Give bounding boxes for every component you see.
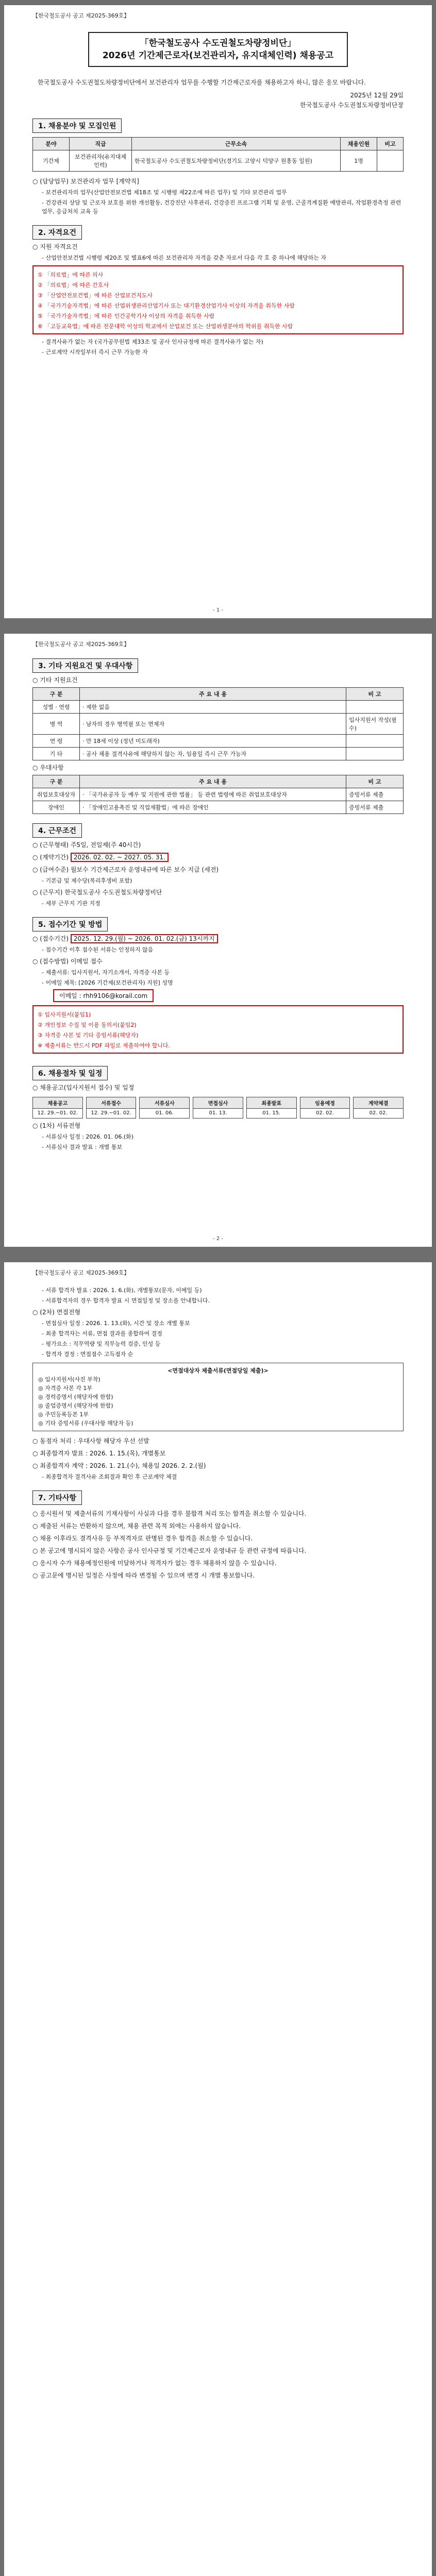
apply-period-label: ○ (접수기간) (32, 935, 69, 942)
doc-header: 【한국철도공사 공고 제2025-369호】 (32, 1269, 130, 1276)
interview-doc-item: ◎ 경력증명서 (해당자에 한함) (38, 1394, 113, 1400)
apply-note: - 접수기간 이후 접수된 서류는 인정하지 않음 (42, 946, 154, 953)
td-cat: 취업보호대상자 (33, 788, 80, 801)
td-cat: 성별 · 연령 (33, 701, 80, 714)
section-7-title: 7. 기타사항 (32, 1490, 82, 1505)
p3-item: ○ 동점자 처리 : 우대사항 해당자 우선 선발 (32, 1437, 149, 1445)
p3-item: ○ 최종합격자 계약 : 2026. 1. 21.(수), 채용일 2026. 2. 2.(월) (32, 1462, 206, 1469)
notice-date: 2025년 12월 29일 (350, 92, 404, 99)
section-5-title: 5. 접수기간 및 방법 (32, 917, 108, 931)
interview-doc-item: ◎ 주민등록등본 1부 (38, 1411, 89, 1418)
td-note (346, 701, 404, 714)
qual-c: - 근로계약 시작일부터 즉시 근무 가능한 자 (42, 349, 148, 355)
other-req-table (32, 687, 404, 760)
doc-header: 【한국철도공사 공고 제2025-369호】 (32, 641, 130, 648)
step-name: 서류접수 (87, 1097, 136, 1109)
th-content: 주 요 내 용 (80, 688, 346, 701)
td-cat: 장애인 (33, 801, 80, 814)
qual-list-box (32, 265, 404, 334)
step-date: 01. 06. (155, 1110, 174, 1116)
submit-docs-box (32, 1005, 404, 1054)
qual-item: ⑥ 「고등교육법」에 따른 전문대학 이상의 학교에서 산업보건 또는 산업위생분야의 학위를 취득한 사람 (38, 323, 293, 330)
step-date: 01. 13. (209, 1110, 227, 1116)
page-3 (4, 1262, 432, 2576)
notice-org: 한국철도공사 수도권철도차량정비단장 (300, 101, 404, 109)
p3-item: - 최종합격자 결격사유 조회결과 확인 후 근로계약 체결 (42, 1473, 177, 1480)
qual-item: ③ 「산업안전보건법」에 따른 산업보건지도사 (38, 292, 153, 299)
qual-title: ○ 지원 자격요건 (32, 243, 78, 250)
interview-doc-item: ◎ 자격증 사본 각 1부 (38, 1385, 92, 1392)
th-field: 분야 (33, 138, 70, 150)
th-cat: 구 분 (33, 688, 80, 701)
th-count: 채용인원 (341, 138, 377, 150)
th-note: 비 고 (346, 775, 404, 788)
td-note (377, 150, 404, 172)
p3-item: - 최종 합격자는 서류, 면접 결과를 종합하여 결정 (42, 1330, 162, 1337)
recruit-table (32, 137, 404, 172)
step-date: 02. 02. (369, 1110, 388, 1116)
section-3-title: 3. 기타 지원요건 및 우대사항 (32, 658, 138, 673)
td-note: 입사지원서 작성(필수) (346, 714, 404, 735)
submit-doc-item: ③ 자격증 사본 및 기타 증빙서류(해당자) (38, 1032, 139, 1039)
pref-title: ○ 우대사항 (32, 764, 64, 771)
qual-item: ① 「의료법」에 따른 의사 (38, 272, 104, 278)
procedure-title: ○ 채용공고(입사지원서 접수) 및 일정 (32, 1084, 135, 1091)
contract-period-label: ○ (계약기간) (32, 854, 69, 861)
procedure-step (86, 1097, 137, 1118)
notice-title (88, 32, 348, 67)
td-cat: 병 역 (33, 714, 80, 735)
qual-item: ④ 「국가기술자격법」에 따른 산업위생관리산업기사 또는 대기환경산업기사 이상의 자격을 취득한 사람 (38, 302, 295, 309)
apply-method: ○ (접수방법) 이메일 접수 (32, 958, 103, 965)
td-content: · 제한 없음 (80, 701, 346, 714)
duty-b: - 건강관리 상담 및 근로자 보호를 위한 개선활동, 건강진단 사후관리, 건강증진 프로그램 기획 및 운영, 근골격계질환 예방관리, 작업환경측정 관련 업무, 응급처치 교육 등 (42, 199, 401, 215)
qual-b: - 결격사유가 없는 자 (국가공무원법 제33조 및 공사 인사규정에 따른 결격사유가 없는 자) (42, 338, 263, 345)
etc-item: ○ 응시자 수가 채용예정인원에 미달하거나 적격자가 없는 경우 채용하지 않을 수 있습니다. (32, 1560, 277, 1567)
doc-header: 【한국철도공사 공고 제2025-369호】 (32, 12, 130, 19)
td-grade: 보건관리자(유지대체인력) (70, 150, 132, 172)
step-name: 서류심사 (140, 1097, 189, 1109)
submit-doc-item: ② 개인정보 수집 및 이용 동의서(붙임2) (38, 1022, 137, 1028)
duty-a: - 보건관리자의 업무(산업안전보건법 제18조 및 시행령 제22조에 따른 업무) 및 기타 보건관리 업무 (42, 189, 287, 196)
procedure-step (353, 1097, 404, 1118)
contract-period (32, 853, 404, 862)
page-number: - 1 - (213, 607, 223, 613)
etc-item: ○ 본 공고에 명시되지 않은 사항은 공사 인사규정 및 기간제근로자 운영내규 등 관련 규정에 따릅니다. (32, 1547, 307, 1554)
pref-table (32, 775, 404, 814)
td-note: 증빙서류 제출 (346, 788, 404, 801)
work-type: ○ (근무형태) 주5일, 전일제(주 40시간) (32, 841, 141, 849)
procedure-step (193, 1097, 243, 1118)
td-note: 증빙서류 제출 (346, 801, 404, 814)
td-field: 기간제 (33, 150, 70, 172)
p3-item: ○ 최종합격자 발표 : 2026. 1. 15.(목), 개별통보 (32, 1450, 166, 1457)
procedure-steps (32, 1097, 404, 1118)
other-req-title: ○ 기타 지원요건 (32, 676, 78, 684)
interview-doc-item: ◎ 기타 증빙서류 (우대사항 해당자 등) (38, 1420, 133, 1427)
page-1 (4, 5, 432, 618)
submit-doc-note: ※ 제출서류는 반드시 PDF 파일로 제출하여야 합니다. (38, 1042, 171, 1049)
interview-doc-item: ◎ 졸업증명서 (해당자에 한함) (38, 1402, 113, 1409)
notice-title-line1: 「한국철도공사 수도권철도차량정비단」 (140, 38, 296, 48)
interview-docs-box (32, 1363, 404, 1431)
doc-screening: ○ (1차) 서류전형 (32, 1122, 81, 1129)
th-content: 주 요 내 용 (80, 775, 346, 788)
p3-item: - 면접심사 일정 : 2026. 1. 13.(화), 시간 및 장소 개별 통보 (42, 1320, 190, 1327)
apply-docs: - 제출서류: 입사지원서, 자기소개서, 자격증 사본 등 (42, 969, 170, 976)
section-6-title: 6. 채용절차 및 일정 (32, 1066, 108, 1080)
email-box (53, 989, 154, 1002)
section-2-title: 2. 자격요건 (32, 225, 82, 240)
procedure-step (246, 1097, 297, 1118)
step-date: 12. 29.~01. 02. (37, 1110, 78, 1116)
td-content: · 남자의 경우 병역필 또는 면제자 (80, 714, 346, 735)
td-content: · 공사 채용 결격사유에 해당하지 않는 자, 임용일 즉시 근무 가능자 (80, 748, 346, 760)
section-1-title: 1. 채용분야 및 모집인원 (32, 118, 122, 133)
step-date: 02. 02. (315, 1110, 334, 1116)
step-date: 12. 29.~01. 02. (91, 1110, 131, 1116)
th-dept: 근무소속 (132, 138, 341, 150)
contract-period-value: 2026. 02. 02. ~ 2027. 05. 31. (71, 853, 169, 862)
intro-text: 한국철도공사 수도권철도차량정비단에서 보건관리자 업무를 수행할 기간제근로자를 채용하고자 하니, 많은 응모 바랍니다. (38, 79, 366, 86)
section-4-title: 4. 근무조건 (32, 823, 82, 838)
procedure-step (139, 1097, 190, 1118)
th-cat: 구 분 (33, 775, 80, 788)
workplace: ○ (근무지) 한국철도공사 수도권철도차량정비단 (32, 889, 162, 896)
apply-subject: - 이메일 제목: [2026 기간제(보건관리자) 지원] 성명 (42, 979, 173, 986)
salary: ○ (급여수준) 월보수 기간제근로자 운영내규에 따른 보수 지급 (세전) (32, 866, 219, 873)
etc-item: ○ 제출된 서류는 반환하지 않으며, 채용 관련 목적 외에는 사용하지 않습니다. (32, 1522, 241, 1530)
step-name: 계약체결 (354, 1097, 403, 1109)
apply-period (32, 934, 404, 944)
p3-item: - 합격자 결정 : 면접점수 고득점자 순 (42, 1351, 133, 1358)
interview-doc-item: ◎ 입사지원서(사진 부착) (38, 1376, 100, 1383)
duty-title: ○ (담당업무) 보건관리자 업무 [계약직] (32, 178, 139, 185)
th-grade: 직급 (70, 138, 132, 150)
td-content: · 만 18세 이상 (정년 미도래자) (80, 735, 346, 748)
page-2 (4, 634, 432, 1247)
td-cat: 연 령 (33, 735, 80, 748)
step-name: 채용공고 (33, 1097, 82, 1109)
salary-detail: - 기본급 및 제수당(복리후생비 포함) (42, 877, 132, 884)
etc-item: ○ 응시원서 및 제출서류의 기재사항이 사실과 다를 경우 불합격 처리 또는 합격을 취소할 수 있습니다. (32, 1510, 307, 1517)
p3-item: ○ (2차) 면접전형 (32, 1309, 81, 1316)
td-cat: 기 타 (33, 748, 80, 760)
doc-screening-result: - 서류심사 결과 발표 : 개별 통보 (42, 1144, 123, 1150)
etc-item: ○ 공고문에 명시된 일정은 사정에 따라 변경될 수 있으며 변경 시 개별 통보합니다. (32, 1572, 255, 1579)
th-note: 비고 (377, 138, 404, 150)
submit-doc-item: ① 입사지원서(붙임1) (38, 1011, 91, 1018)
workplace-detail: - 세부 근무지 기관 지정 (42, 900, 100, 907)
qual-item: ② 「의료법」에 따른 간호사 (38, 282, 109, 289)
step-date: 01. 15. (262, 1110, 281, 1116)
qual-a: - 산업안전보건법 시행령 제20조 및 별표6에 따른 보건관리자 자격을 갖춘 자로서 다음 각 호 중 하나에 해당하는 자 (42, 255, 326, 261)
td-dept: 한국철도공사 수도권철도차량정비단(경기도 고양시 덕양구 원흥동 일원) (132, 150, 341, 172)
td-note (346, 735, 404, 748)
step-name: 최종발표 (247, 1097, 296, 1109)
email-link[interactable]: rhh9106@korail.com (83, 992, 148, 999)
apply-period-value: 2025. 12. 29.(월) ~ 2026. 01. 02.(금) 13시까지 (71, 934, 218, 943)
email-label: 이메일 : (59, 992, 81, 999)
page-number: - 2 - (213, 1236, 223, 1242)
td-content: · 「장애인고용촉진 및 직업재활법」에 따른 장애인 (80, 801, 346, 814)
notice-title-line2: 2026년 기간제근로자(보건관리자, 유지대체인력) 채용공고 (102, 50, 334, 61)
step-name: 임용예정 (300, 1097, 350, 1109)
qual-item: ⑤ 「국가기술자격법」에 따른 인간공학기사 이상의 자격을 취득한 사람 (38, 313, 215, 319)
td-content: · 「국가유공자 등 예우 및 지원에 관한 법률」 등 관련 법령에 따른 취업보호대상자 (80, 788, 346, 801)
p3-item: - 서류합격자의 경우 합격자 발표 시 면접일정 및 장소를 안내합니다. (42, 1297, 210, 1304)
p3-item: - 평가요소 : 직무역량 및 직무능력 검증, 인성 등 (42, 1341, 161, 1347)
td-note (346, 748, 404, 760)
doc-screening-date: - 서류심사 일정 : 2026. 01. 06.(화) (42, 1133, 134, 1140)
procedure-step (300, 1097, 350, 1118)
procedure-step (32, 1097, 83, 1118)
etc-item: ○ 채용 이후라도 결격사유 등 부적격자로 판명된 경우 합격을 취소할 수 있습니다. (32, 1535, 253, 1542)
interview-docs-title: <면접대상자 제출서류(면접당일 제출)> (167, 1367, 269, 1374)
th-note: 비 고 (346, 688, 404, 701)
p3-item: - 서류 합격자 발표 : 2026. 1. 6.(화), 개별통보(문자, 이메일 등) (42, 1287, 202, 1294)
td-count: 1명 (341, 150, 377, 172)
step-name: 면접심사 (193, 1097, 243, 1109)
